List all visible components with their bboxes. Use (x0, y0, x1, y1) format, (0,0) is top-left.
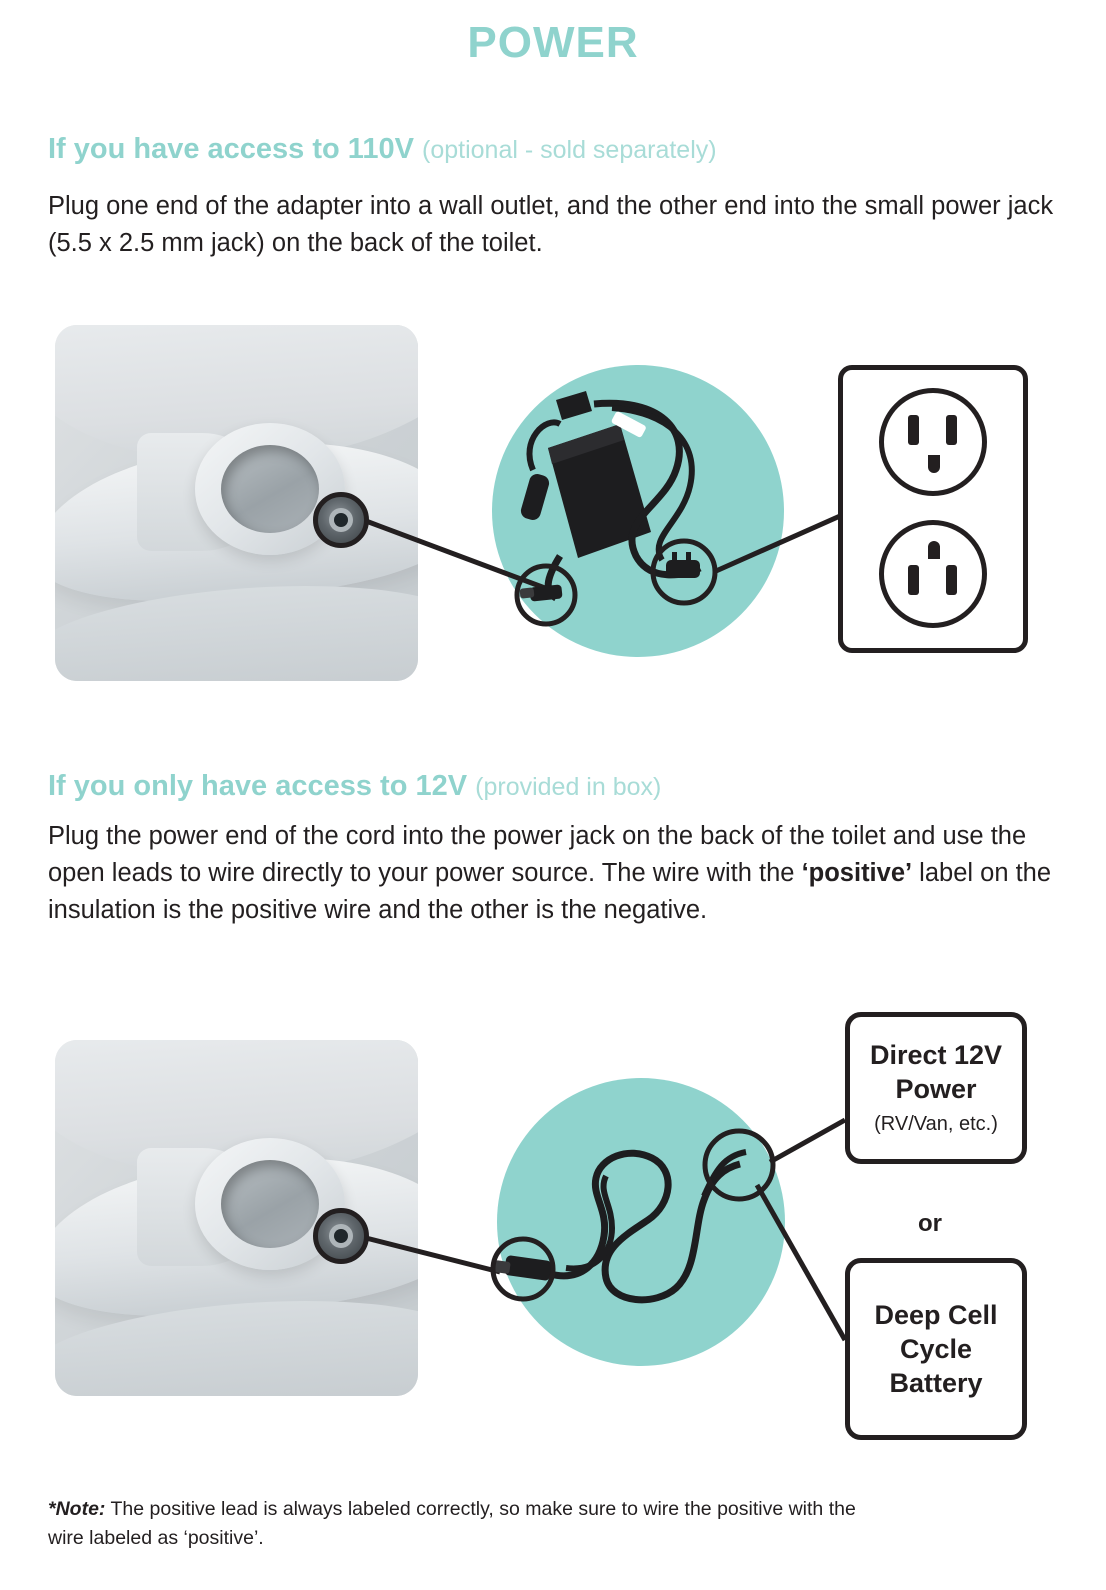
section-2-body-part2: label on the insulation is the positive wire and the other is the negative. (48, 859, 1052, 924)
footnote (48, 1495, 868, 1553)
power-jack-callout-110v (313, 492, 369, 548)
adapter-teal-backdrop (492, 365, 784, 657)
option-b-line2: Cycle (899, 1334, 973, 1364)
section-2-body-part1: Plug the power end of the cord into the power jack on the back of the toilet and use the open leads to wire directly to your power source. The wire with the (48, 822, 1027, 887)
outlet-slot-right-2 (946, 565, 957, 595)
section-2-heading-sub: (provided in box) (475, 773, 662, 801)
option-a-line2: Power (895, 1074, 977, 1104)
toilet-photo-12v (55, 1040, 418, 1396)
section-1-heading-main: If you have access to 110V (48, 133, 414, 165)
cord-teal-backdrop (497, 1078, 785, 1366)
page-title: POWER (467, 18, 639, 67)
section-2-heading-main: If you only have access to 12V (48, 770, 468, 802)
option-direct-12v-power (845, 1012, 1027, 1164)
section-2-body-bold: ‘positive’ (801, 859, 913, 887)
section-2-heading (48, 770, 661, 803)
section-1-body: Plug one end of the adapter into a wall outlet, and the other end into the small power jack (5.5 x 2.5 mm jack) on the back of the toilet. (48, 192, 1054, 257)
outlet-ground-slot-2 (928, 541, 940, 559)
outlet-slot-left-2 (908, 565, 919, 595)
wall-outlet (838, 365, 1028, 653)
footnote-label: *Note: (48, 1498, 106, 1520)
outlet-socket-bottom (879, 520, 987, 628)
footnote-text: The positive lead is always labeled correctly, so make sure to wire the positive with the wire labeled as ‘positive’. (48, 1498, 856, 1549)
section-2-body (48, 818, 1058, 929)
outlet-ground-slot (928, 455, 940, 473)
outlet-socket-top (879, 388, 987, 496)
outlet-slot-left (908, 415, 919, 445)
option-a-line3: (RV/Van, etc.) (874, 1113, 998, 1135)
or-label: or (918, 1210, 942, 1237)
section-1-heading (48, 133, 717, 166)
photo-outlet-tube-bore-2 (221, 1160, 319, 1248)
option-b-line1: Deep Cell (874, 1300, 998, 1330)
option-a-line1: Direct 12V (869, 1040, 1003, 1070)
photo-outlet-tube-bore (221, 445, 319, 533)
section-1-heading-sub: (optional - sold separately) (422, 136, 717, 164)
outlet-slot-right (946, 415, 957, 445)
option-deep-cell-cycle-battery (845, 1258, 1027, 1440)
option-b-line3: Battery (889, 1368, 983, 1398)
power-jack-callout-12v (313, 1208, 369, 1264)
